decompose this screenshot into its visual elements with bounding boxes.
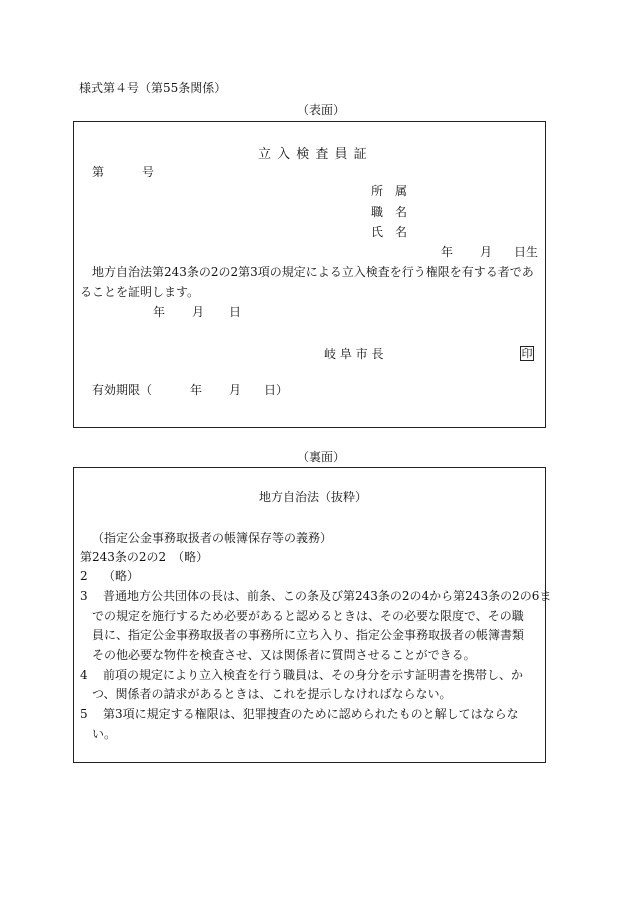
form-number-label: 様式第４号（第55条関係） (79, 81, 227, 95)
article-caption: （指定公金事務取扱者の帳簿保存等の義務） (92, 531, 333, 545)
law-excerpt-title: 地方自治法（抜粋） (259, 490, 368, 504)
position-label: 職 名 (371, 205, 408, 219)
validity-year: 年 (190, 383, 203, 397)
item-line: 第3項に規定する権限は、犯罪捜査のために認められたものと解してはならな (103, 707, 519, 721)
validity-day: 日） (264, 383, 289, 397)
seal-mark: 印 (521, 347, 533, 360)
issue-date-month: 月 (192, 305, 205, 319)
number-label-dai: 第 (92, 165, 105, 179)
birth-year: 年 (441, 245, 454, 259)
issue-date-year: 年 (153, 305, 166, 319)
front-card (73, 121, 546, 428)
item-line: 普通地方公共団体の長は、前条、この条及び第243条の2の4から第243条の2の6ま (103, 589, 552, 603)
birth-month: 月 (480, 245, 493, 259)
validity-label: 有効期限（ (92, 383, 153, 397)
statement-line-1: 地方自治法第243条の2の2第3項の規定による立入検査を行う権限を有する者であ (92, 265, 534, 279)
issue-date-day: 日 (229, 305, 242, 319)
front-heading: （表面） (297, 103, 346, 117)
back-heading: （裏面） (297, 450, 346, 464)
issuer-name: 岐 阜 市 長 (324, 347, 384, 361)
item-line: 員に、指定公金事務取扱者の事務所に立ち入り、指定公金事務取扱者の帳簿書類 (92, 628, 525, 642)
back-card (73, 467, 552, 763)
item-line: その他必要な物件を検査させ、又は関係者に質問させることができる。 (92, 648, 476, 662)
card-title: 立 入 検 査 員 証 (258, 147, 368, 162)
birth-day: 日生 (514, 245, 539, 259)
item-line: い。 (92, 727, 117, 741)
statement-line-2: ることを証明します。 (80, 285, 200, 299)
item-number: 4 (80, 668, 88, 682)
item-number: 2 (80, 569, 88, 583)
name-label: 氏 名 (371, 225, 408, 239)
number-label-go: 号 (142, 165, 155, 179)
validity-month: 月 (229, 383, 242, 397)
item-line: つ、関係者の請求があるときは、これを提示しなければならない。 (92, 687, 452, 701)
item-line: 前項の規定により立入検査を行う職員は、その身分を示す証明書を携帯し、か (103, 668, 524, 682)
item-number: 5 (80, 707, 88, 721)
article-number: 第243条の2の2 （略） (80, 550, 209, 564)
affiliation-label: 所 属 (371, 184, 408, 198)
item-line: での規定を施行するため必要があると認めるときは、その必要な限度で、その職 (92, 609, 524, 623)
item-number: 3 (80, 589, 88, 603)
item-line: （略） (103, 569, 140, 583)
